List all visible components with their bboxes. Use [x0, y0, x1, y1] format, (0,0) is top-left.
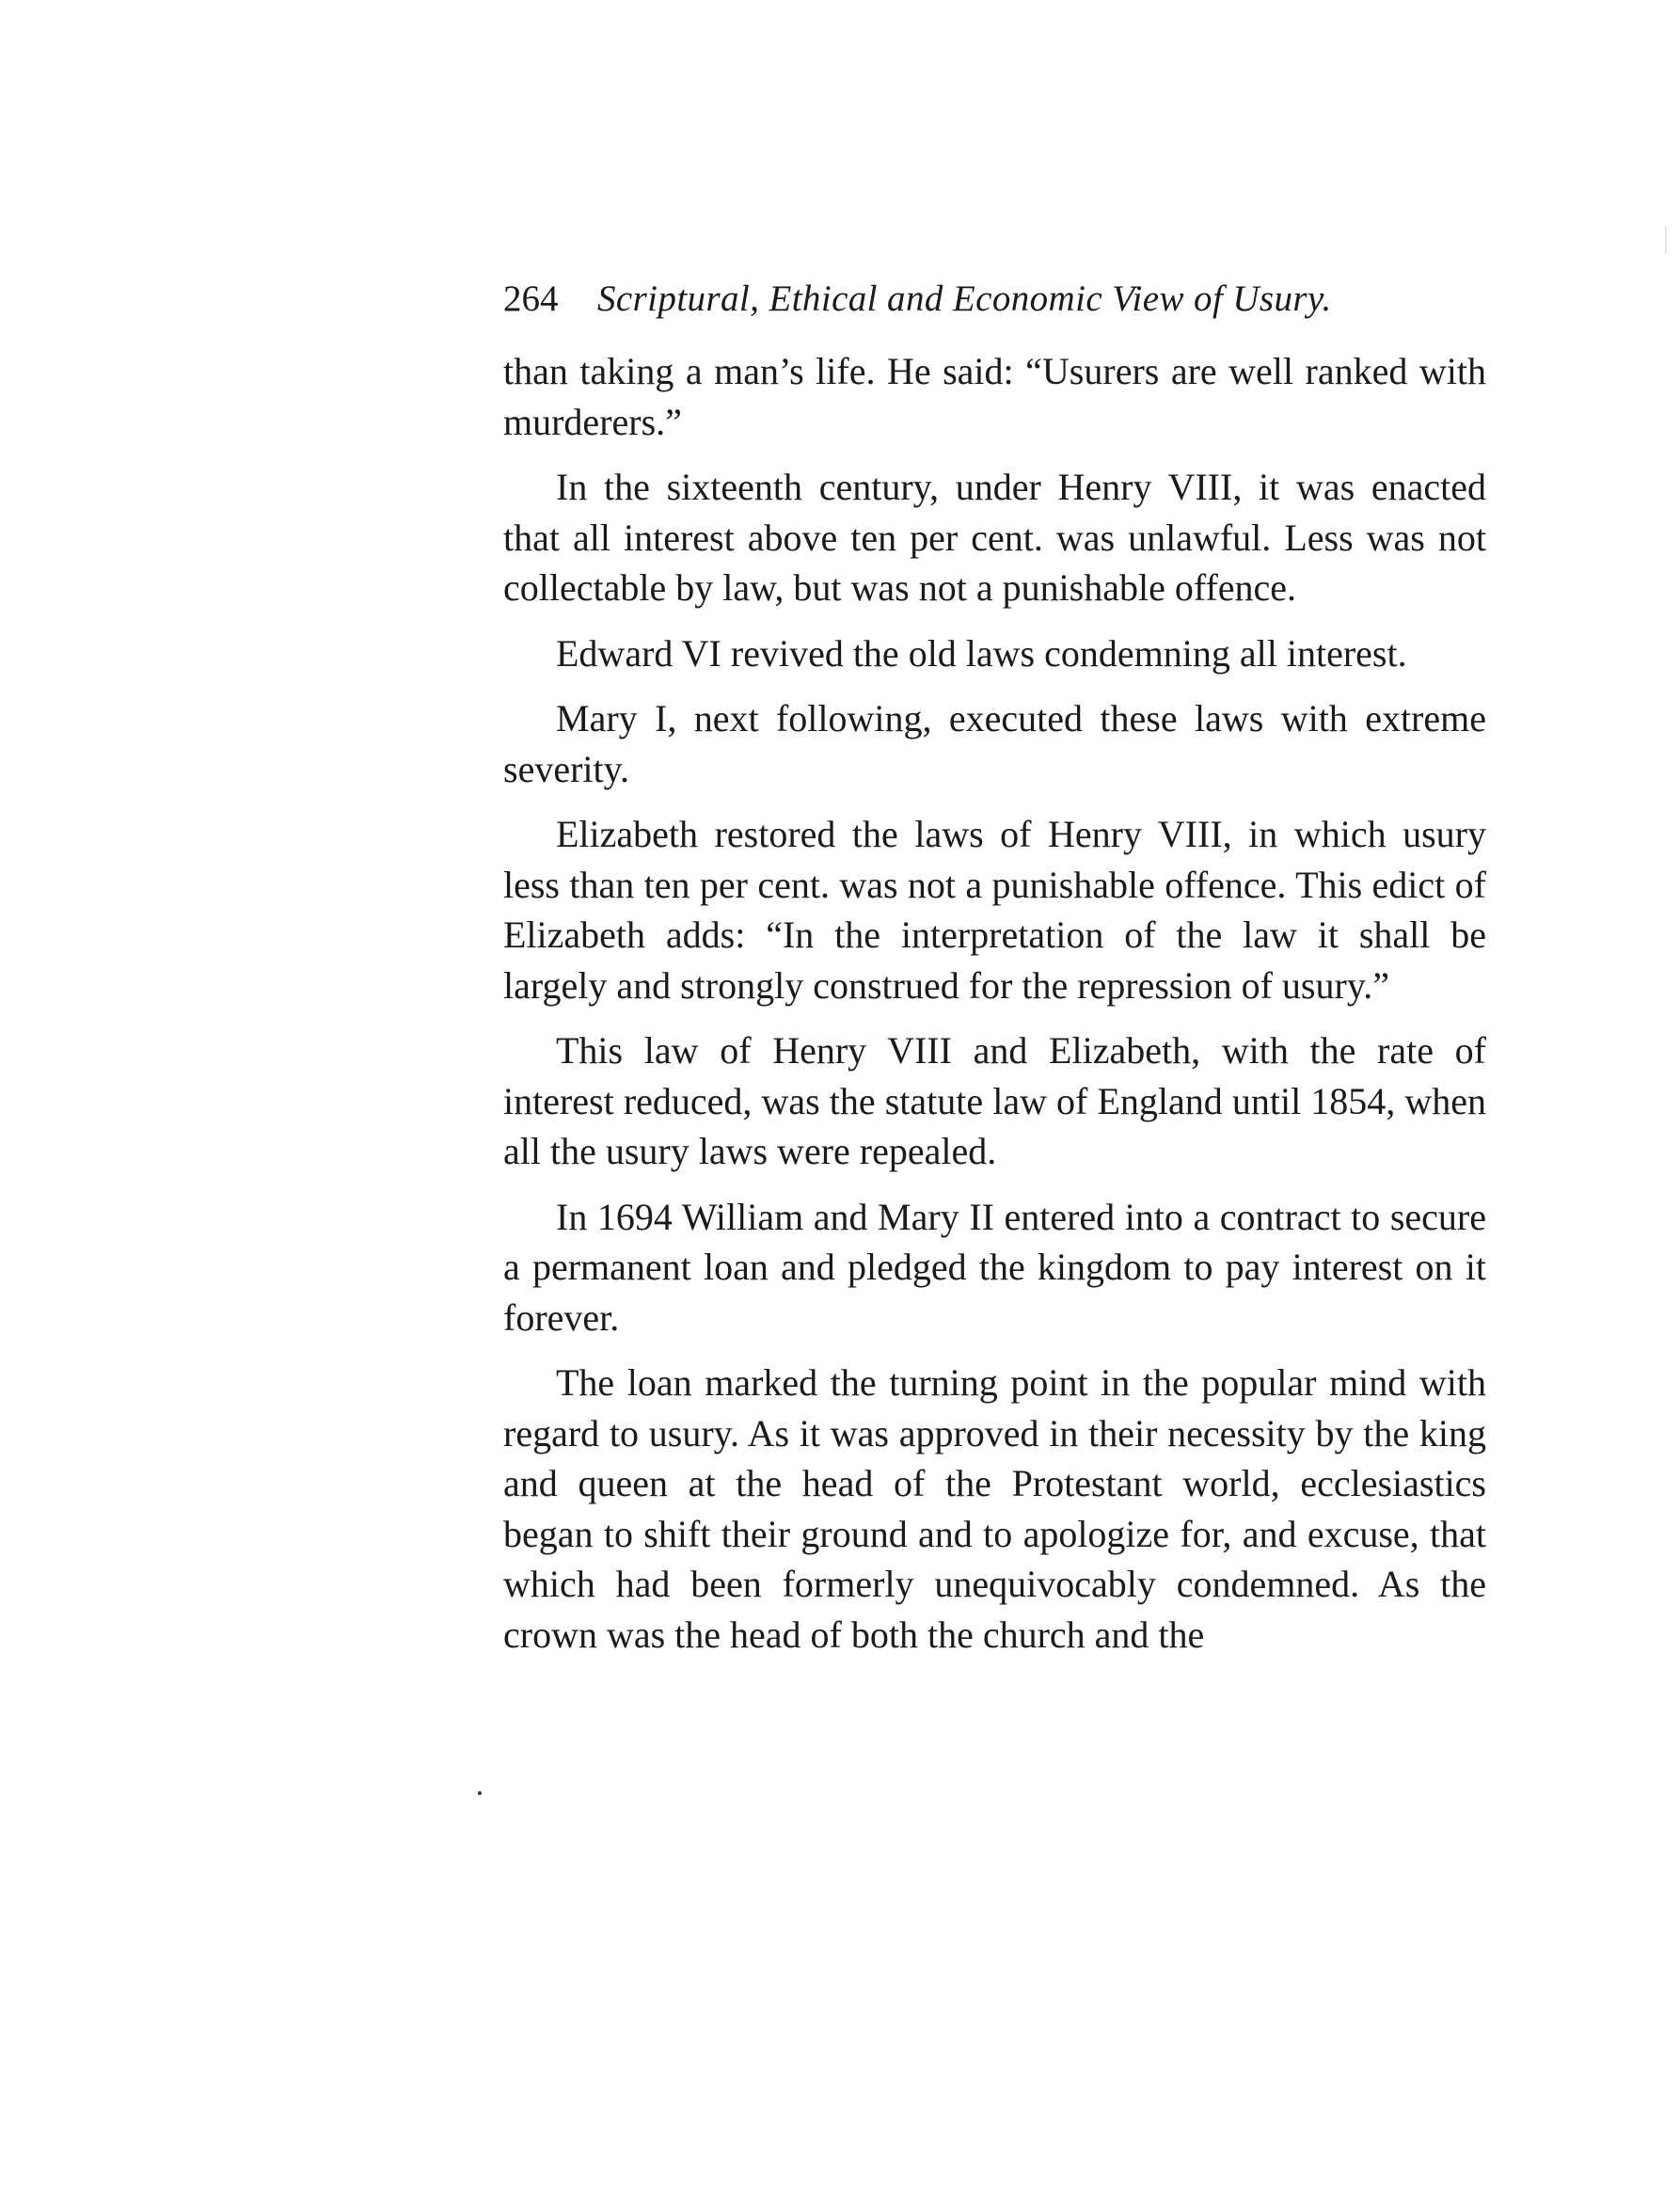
paragraph-mary-i: Mary I, next following, executed these laws with extreme severity. [503, 697, 1486, 790]
page-number: 264 [503, 278, 559, 319]
paragraph-henry-viii: In the sixteenth century, under Henry VIII, it was enacted that all interest above ten per cent. was unlawful. Less was not collectable by law, but was not a punishable offence. [503, 466, 1486, 609]
paragraph-statute-law: This law of Henry VIII and Elizabeth, with the rate of interest reduced, was the statute law of England until 1854, when all the usury laws were repealed. [503, 1029, 1486, 1172]
scan-speck [478, 1791, 482, 1795]
paragraph-edward-vi: Edward VI revived the old laws condemning all interest. [556, 631, 1407, 675]
paragraph-turning-point: The loan marked the turning point in the popular mind with regard to usury. As it was approved in their necessity by the king and queen at the head of the Protestant world, ecclesiastics began to shift their ground and to apologize for, and excuse, that which had been formerly unequivocably condemned. As the crown was the head of both the church and the [503, 1361, 1486, 1656]
running-title: Scriptural, Ethical and Economic View of Usury. [597, 278, 1332, 319]
book-page [503, 273, 1486, 1675]
paragraph-continuation: than taking a man’s life. He said: “Usurers are well ranked with murderers.” [503, 350, 1486, 443]
running-head [503, 273, 1486, 326]
paragraph-william-and-mary: In 1694 William and Mary II entered into a contract to secure a permanent loan and pledged the kingdom to pay interest on it forever. [503, 1195, 1486, 1339]
scan-edge-mark [1665, 226, 1667, 254]
paragraph-elizabeth: Elizabeth restored the laws of Henry VIII, in which usury less than ten per cent. was not a punishable offence. This edict of Elizabeth adds: “In the interpretation of the law it shall be largely and strongly construed for the repression of usury.” [503, 813, 1486, 1007]
body-text [503, 346, 1486, 1660]
